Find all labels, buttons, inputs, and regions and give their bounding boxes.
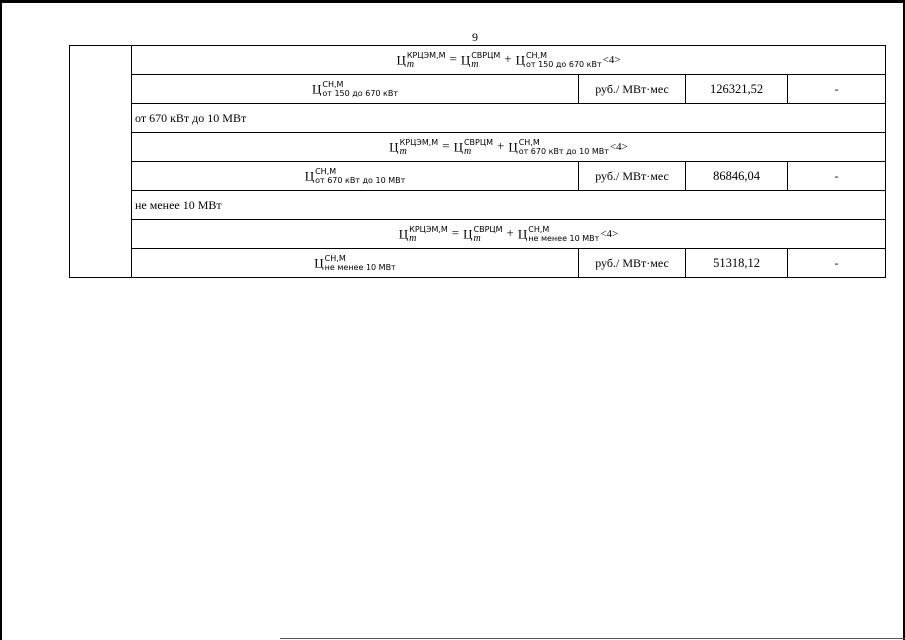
parameter-symbol-indices — [322, 80, 398, 98]
formula-term-markup-sup: СН,М — [528, 225, 550, 235]
page-number: 9 — [472, 30, 478, 44]
parameter-symbol-letter: Ц — [314, 255, 324, 270]
formula-term-base-sub: m — [463, 146, 472, 158]
row-group-cell — [70, 46, 132, 278]
formula-term-base-indices — [474, 225, 503, 243]
equals-sign: = — [451, 224, 460, 240]
formula-term-markup-indices — [528, 225, 599, 243]
formula-term-base — [460, 51, 501, 71]
formula-result-indices — [400, 138, 439, 156]
formula-term-markup-sub: от 670 кВт до 10 МВт — [518, 147, 609, 157]
parameter-symbol — [314, 254, 396, 272]
formula-result-sup: КРЦЭМ,М — [409, 225, 448, 235]
formula-result-letter: Ц — [396, 52, 406, 68]
formula-term-base-letter: Ц — [460, 52, 471, 68]
formula-result — [389, 138, 439, 158]
formula-cell — [132, 133, 886, 162]
formula-term-base-letter: Ц — [463, 226, 473, 242]
parameter-cell — [132, 162, 579, 191]
tariff-table-body — [70, 46, 886, 278]
parameter-symbol — [304, 167, 406, 185]
value-cell: 86846,04 — [686, 162, 788, 191]
formula-cell — [132, 220, 886, 249]
unit-cell: руб./ МВт·мес — [579, 75, 686, 104]
formula-term-base — [463, 225, 503, 245]
equals-sign: = — [449, 50, 457, 66]
parameter-symbol-sup: СН,М — [322, 80, 344, 89]
table-row — [70, 249, 886, 278]
formula-result-sub: m — [409, 233, 417, 245]
scan-edge-bottom — [280, 638, 905, 639]
parameter-symbol-sub: от 150 до 670 кВт — [322, 89, 399, 98]
formula-result-sup: КРЦЭМ,М — [399, 138, 439, 148]
parameter-symbol-sup: СН,М — [315, 167, 337, 176]
table-row — [70, 75, 886, 104]
formula-result-sub: m — [399, 146, 407, 158]
parameter-symbol-letter: Ц — [311, 81, 322, 96]
parameter-symbol-indices — [325, 254, 396, 272]
tariff-table — [69, 45, 886, 278]
formula-result — [396, 51, 446, 71]
formula-term-base-sup: СВРЦМ — [471, 51, 501, 61]
formula-result-sup: КРЦЭМ,М — [406, 51, 446, 61]
table-row — [70, 46, 886, 75]
plus-sign: + — [504, 50, 512, 66]
formula-term-markup-letter: Ц — [515, 52, 525, 68]
plus-sign: + — [506, 224, 514, 240]
footnote-ref: <4> — [600, 228, 619, 241]
formula-term-base-letter: Ц — [453, 139, 463, 155]
parameter-symbol-sup: СН,М — [324, 254, 346, 263]
formula-result-indices — [409, 225, 448, 243]
formula-term-base-indices — [464, 138, 493, 156]
formula-term-markup — [517, 225, 600, 244]
footnote-ref: <4> — [602, 54, 621, 67]
formula-term-markup-sub: от 150 до 670 кВт — [525, 60, 602, 70]
subheading-cell: от 670 кВт до 10 МВт — [132, 104, 886, 133]
scan-edge-left — [0, 0, 2, 640]
footnote-ref: <4> — [609, 141, 628, 154]
formula-result-letter: Ц — [398, 226, 409, 242]
table-row — [70, 220, 886, 249]
table-row — [70, 104, 886, 133]
parameter-symbol-letter: Ц — [304, 168, 315, 183]
formula-term-markup-sup: СН,М — [518, 138, 540, 148]
formula-term-base-sup: СВРЦМ — [473, 225, 503, 235]
parameter-symbol — [311, 80, 399, 98]
formula-term-base-sub: m — [473, 233, 481, 245]
unit-cell: руб./ МВт·мес — [579, 249, 686, 278]
extra-cell: - — [788, 249, 886, 278]
plus-sign: + — [496, 137, 505, 153]
formula-term-base-indices — [471, 51, 500, 69]
parameter-symbol-sub: не менее 10 МВт — [324, 263, 396, 272]
formula-cell — [132, 46, 886, 75]
table-row — [70, 162, 886, 191]
equals-sign: = — [442, 137, 450, 153]
unit-cell: руб./ МВт·мес — [579, 162, 686, 191]
parameter-cell — [132, 249, 579, 278]
formula-term-markup-sup: СН,М — [525, 51, 548, 61]
formula-result-sub: m — [406, 59, 415, 71]
formula-term-markup — [515, 51, 602, 70]
formula-result-letter: Ц — [389, 139, 399, 155]
formula-term-base-sub: m — [471, 59, 479, 71]
formula-term-markup-letter: Ц — [517, 226, 528, 242]
table-row — [70, 191, 886, 220]
subheading-cell: не менее 10 МВт — [132, 191, 886, 220]
formula-term-base-sup: СВРЦМ — [463, 138, 493, 148]
formula-term-markup-sub: не менее 10 МВт — [528, 234, 600, 244]
formula-term-markup-letter: Ц — [508, 139, 518, 155]
scan-edge-top — [0, 0, 905, 3]
formula-result — [398, 225, 448, 245]
value-cell: 51318,12 — [686, 249, 788, 278]
table-row — [70, 133, 886, 162]
formula-term-markup — [508, 138, 609, 157]
extra-cell: - — [788, 162, 886, 191]
formula-result-indices — [407, 51, 446, 69]
extra-cell: - — [788, 75, 886, 104]
formula-term-base — [453, 138, 493, 158]
formula-term-markup-indices — [526, 51, 602, 69]
parameter-cell — [132, 75, 579, 104]
parameter-symbol-indices — [315, 167, 405, 185]
value-cell: 126321,52 — [686, 75, 788, 104]
parameter-symbol-sub: от 670 кВт до 10 МВт — [315, 176, 406, 185]
formula-term-markup-indices — [519, 138, 609, 156]
